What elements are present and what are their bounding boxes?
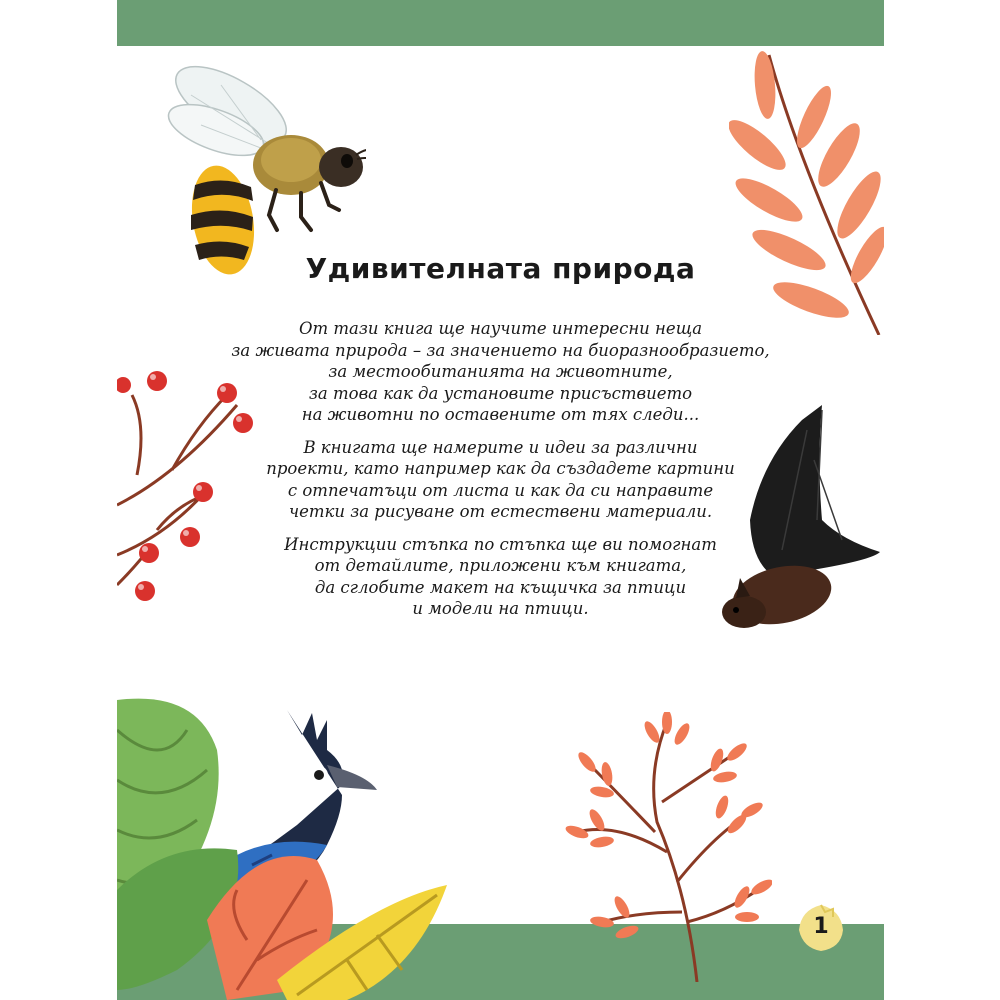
text-line: проекти, като например как да създадете картини [266,459,735,478]
text-line: с отпечатъци от листа и как да си направите [287,480,714,500]
text-line: за местообитанията на животните, [328,362,673,381]
text-line: от детайлите, приложени към книгата, [314,556,687,575]
paragraph [217,437,784,523]
intro-text [217,318,784,631]
text-line: четки за рисуване от естествени материали. [288,502,713,521]
orange-twig-illustration [547,712,772,982]
text-line: В книгата ще намерите и идеи за различни [303,437,698,457]
page-number-badge [795,902,847,954]
text-line: на животни по оставените от тях следи... [301,405,700,424]
top-green-band [117,0,884,46]
text-line: От тази книга ще научите интересни неща [298,319,703,338]
book-page [117,0,884,1000]
text-line: за това как да установите присъствието [308,383,693,403]
paragraph [217,318,784,426]
paragraph [217,534,784,620]
leaf-cluster-illustration [117,690,447,1000]
text-line: Инструкции стъпка по стъпка ще ви помогнат [284,534,717,554]
text-line: за живата природа – за значението на биоразнообразието, [231,340,770,360]
page-number: 1 [813,914,829,939]
page-title: Удивителната природа [305,252,696,285]
fern-leaf-illustration [729,45,884,335]
text-line: да сглобите макет на къщичка за птици [314,577,687,597]
bee-illustration [151,55,366,280]
text-line: и модели на птици. [412,599,589,618]
